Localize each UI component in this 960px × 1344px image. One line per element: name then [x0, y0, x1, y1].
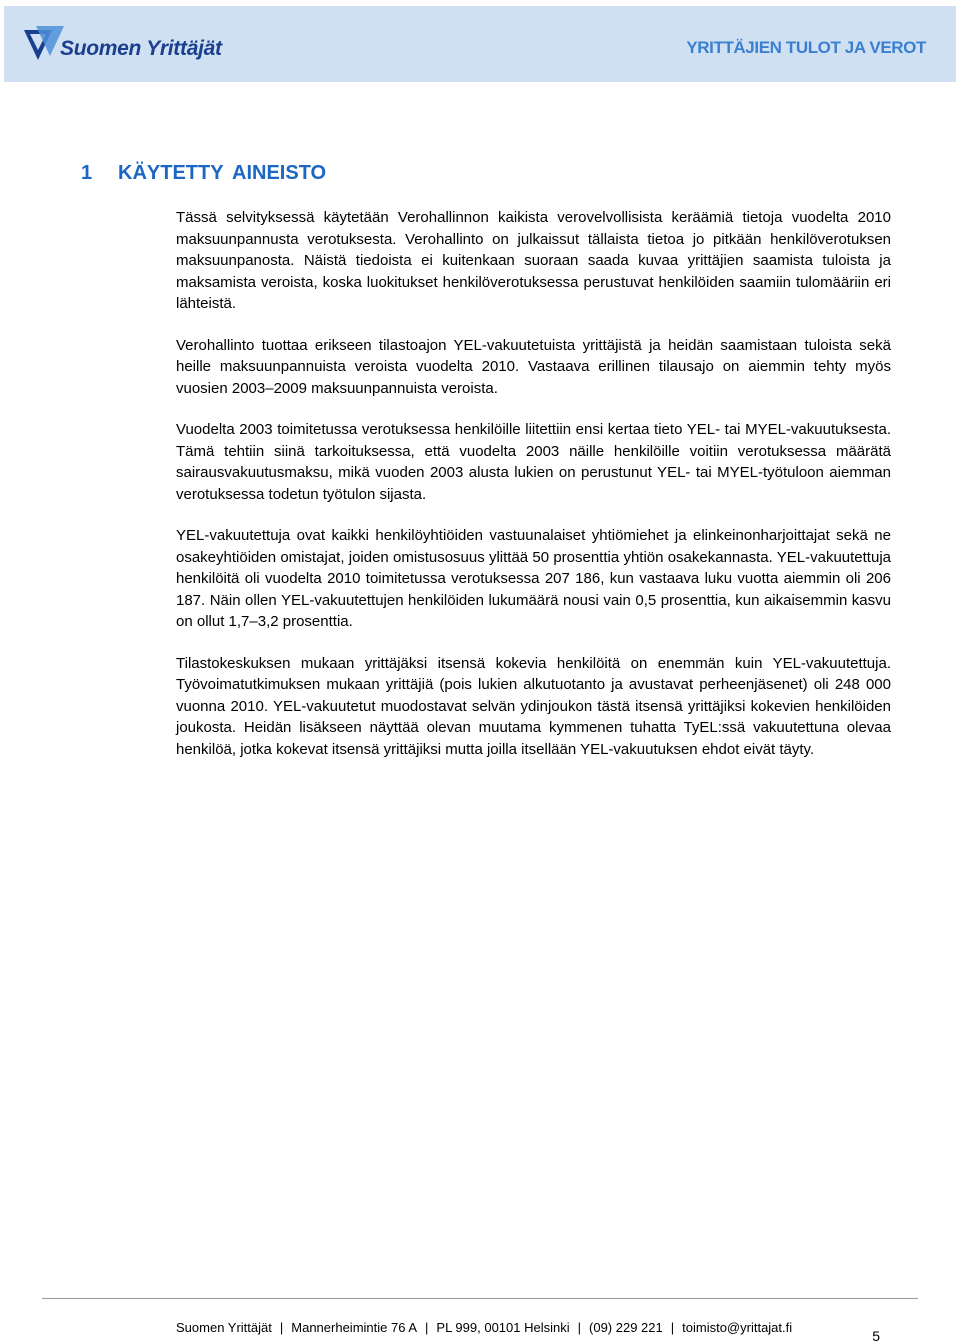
footer-organization: Suomen Yrittäjät [176, 1320, 272, 1335]
logo-text: Suomen Yrittäjät [60, 37, 222, 60]
paragraph: Verohallinto tuottaa erikseen tilastoajon YEL-vakuutetuista yrittäjistä ja heidän saamistaan tuloista sekä heille maksuunpannuista veroista vuodelta 2010. Vastaava erillinen tilausajo on aiemmin tehty myös vuosien 2003–2009 maksuunpannuista veroista. [176, 336, 891, 397]
paragraph: Tässä selvityksessä käytetään Verohallinnon kaikista verovelvollisista keräämiä tietoja vuodelta 2010 maksuunpannusta verotuksesta. Verohallinto on julkaissut tällaista tietoa jo pitkään henkilöverotuksen maksuunpanosta. Näistä tiedoista ei kuitenkaan suoraan saada kuvaa yrittäjien saamista tuloista ja maksamista veroista, koska luokitukset henkilöverotuksessa perustuvat henkilöiden saamiin tulomääriin eri lähteistä. [176, 209, 891, 312]
footer-address: Mannerheimintie 76 A [291, 1320, 418, 1335]
paragraph: YEL-vakuutettuja ovat kaikki henkilöyhtiöiden vastuunalaiset yhtiömiehet ja elinkeinonharjoittajat sekä ne osakeyhtiöiden omistajat, joiden omistusosuus ylittää 50 prosenttia yhtiön osakekannasta. YEL-vakuutettuja henkilöitä oli vuodelta 2010 toimitetussa verotuksessa 207 186, kun vastaava luku vuotta aiemmin oli 206 187. Näin ollen YEL-vakuutettujen henkilöiden lukumäärä nousi vain 0,5 prosenttia, kun aikaisemmin kasvu on ollut 1,7–3,2 prosenttia. [176, 527, 891, 630]
paragraph: Vuodelta 2003 toimitetussa verotuksessa henkilöille liitettiin ensi kertaa tieto YEL- tai MYEL-vakuutuksesta. Tämä tehtiin siinä tarkoituksessa, että vuodelta 2003 näille henkilöille voitiin verotuksessa määrätä sairausvakuutusmaksu, mikä vuoden 2003 alusta lukien on perustunut YEL- tai MYEL-työtuloon aiemman verotuksessa todetun työtulon sijasta. [176, 421, 891, 503]
footer-separator: | [425, 1320, 429, 1335]
footer-separator: | [670, 1320, 675, 1335]
suomen-yrittajat-logo [22, 24, 222, 72]
header-title: YRITTÄJIEN TULOT JA VEROT [686, 38, 926, 57]
header-band [4, 6, 956, 82]
chapter-number: 1 [81, 162, 93, 184]
chapter-title: KÄYTETTY AINEISTO [118, 162, 327, 184]
footer-separator: | [577, 1320, 582, 1335]
footer-email: toimisto@yrittajat.fi [682, 1320, 793, 1335]
footer-phone: (09) 229 221 [589, 1320, 663, 1335]
page-number: 5 [872, 1328, 880, 1344]
footer-separator: | [279, 1320, 284, 1335]
footer-postal-address: PL 999, 00101 Helsinki [436, 1320, 570, 1335]
footer-contact [176, 1320, 792, 1335]
footer-rule [42, 1298, 918, 1299]
body-text [176, 207, 891, 780]
chapter-heading [81, 162, 326, 185]
paragraph: Tilastokeskuksen mukaan yrittäjäksi itsensä kokevia henkilöitä on enemmän kuin YEL-vakuutettuja. Työvoimatutkimuksen mukaan yrittäjiä (pois lukien alkutuotanto ja avustavat perheenjäsenet) oli 248 000 vuonna 2010. YEL-vakuutetut muodostavat selvän ydinjoukon tästä itsensä yrittäjiksi kokevien henkilöiden joukosta. Heidän lisäkseen näyttää olevan muutama kymmenen tuhatta TyEL:ssä vakuutettuna olevaa henkilöä, jotka kokevat itsensä yrittäjiksi mutta joilla itsellään YEL-vakuutuksen ehdot eivät täyty. [176, 654, 891, 758]
